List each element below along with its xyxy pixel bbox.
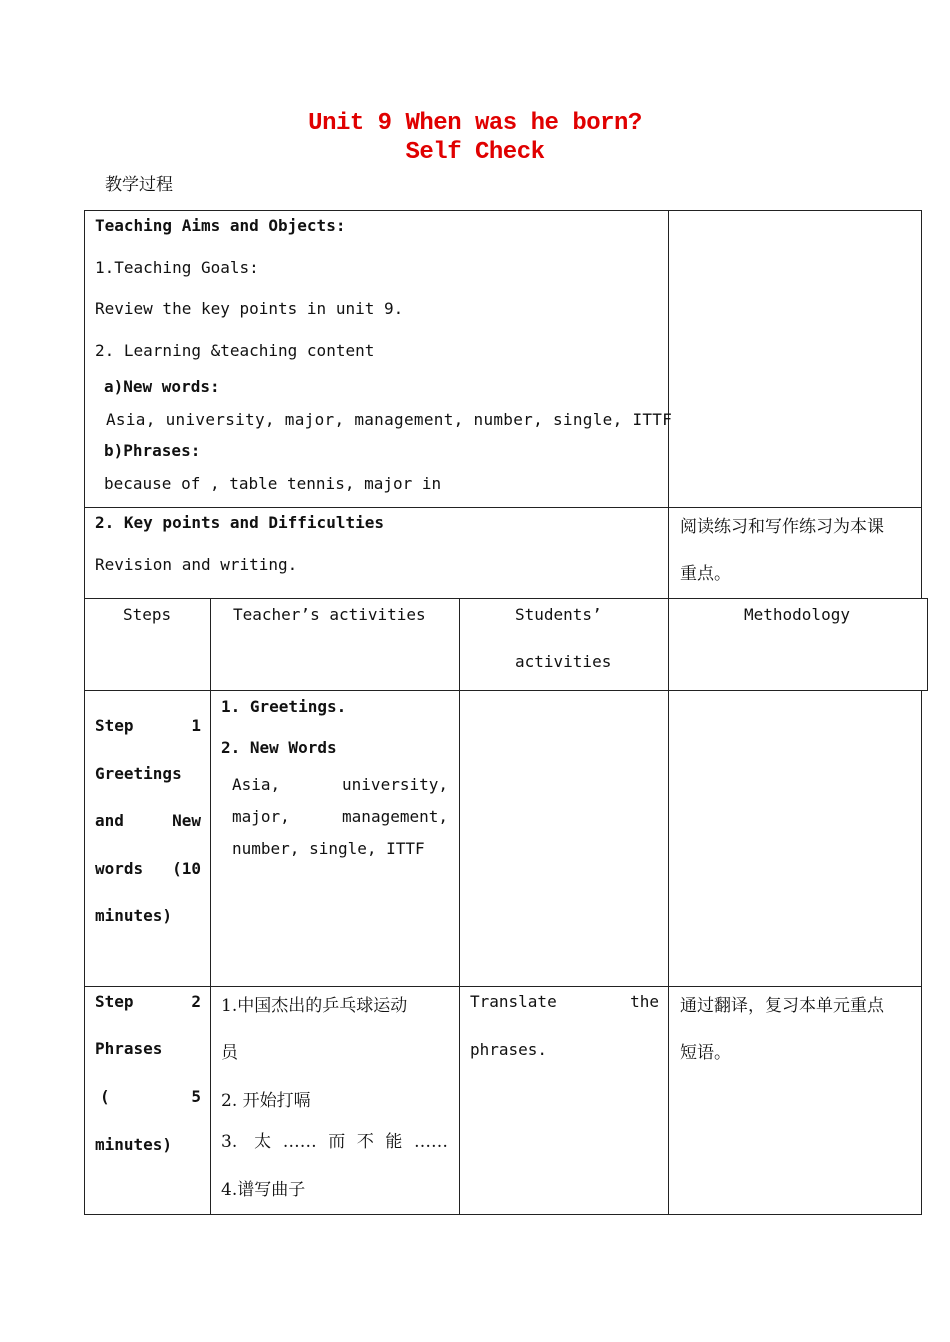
header-teacher: Teacher’s activities — [233, 605, 426, 624]
goals-text: Review the key points in unit 9. — [95, 299, 404, 318]
step2-teacher-line5: 4.谱写曲子 — [221, 1180, 306, 1200]
step2-label-line3: ( 5 — [100, 1087, 201, 1106]
step2-teacher-line2: 员 — [221, 1043, 238, 1063]
aims-heading: Teaching Aims and Objects: — [95, 216, 346, 235]
key-points-text: Revision and writing. — [95, 555, 298, 574]
key-points-note-line1: 阅读练习和写作练习为本课 — [680, 517, 884, 537]
new-words-label: a)New words: — [104, 377, 220, 396]
goals-label: 1.Teaching Goals: — [95, 258, 259, 277]
step2-students-line1: Translate the — [470, 992, 659, 1011]
title-line-1: Unit 9 When was he born? — [308, 110, 642, 137]
step1-words-line3: number, single, ITTF — [232, 839, 425, 858]
step2-method-cell — [668, 986, 922, 1215]
step2-method-line1: 通过翻译，复习本单元重点 — [680, 996, 884, 1016]
step2-students-line2: phrases. — [470, 1040, 548, 1059]
step2-label-line1: Step 2 — [95, 992, 201, 1011]
step2-teacher-line3: 2. 开始打嗝 — [221, 1091, 311, 1111]
step1-label-line5: minutes) — [95, 906, 173, 925]
step1-method-cell — [668, 690, 922, 987]
step2-teacher-line4: 3. 太……而不能…… — [221, 1132, 448, 1152]
step2-students-cell — [459, 986, 669, 1215]
step2-label-line2: Phrases — [95, 1039, 163, 1058]
new-words-list: Asia, university, major, management, number, single, ITTF — [106, 410, 673, 429]
header-students-line2: activities — [515, 652, 612, 671]
aims-note-cell — [668, 210, 922, 508]
step1-label-line4: words (10 — [95, 859, 201, 878]
subheading: 教学过程 — [105, 175, 173, 195]
header-steps: Steps — [123, 605, 172, 624]
phrases-list: because of , table tennis, major in — [104, 474, 442, 493]
title-line-2: Self Check — [405, 139, 545, 166]
step2-label-line4: minutes) — [95, 1135, 173, 1154]
step2-method-line2: 短语。 — [680, 1043, 731, 1063]
step2-teacher-line1: 1.中国杰出的乒乓球运动 — [221, 996, 408, 1016]
step1-words-line1: Asia, university, — [232, 775, 448, 794]
step1-item-greetings: 1. Greetings. — [221, 697, 347, 716]
content-label: 2. Learning &teaching content — [95, 341, 375, 360]
key-points-note-line2: 重点。 — [680, 564, 731, 584]
key-points-heading: 2. Key points and Difficulties — [95, 513, 384, 532]
step1-item-new-words: 2. New Words — [221, 738, 337, 757]
step1-label-line2: Greetings — [95, 764, 182, 783]
step1-students-cell — [459, 690, 669, 987]
phrases-label: b)Phrases: — [104, 441, 201, 460]
header-methodology: Methodology — [744, 605, 850, 624]
header-students-line1: Students’ — [515, 605, 602, 624]
step1-label-line3: and New — [95, 811, 201, 830]
step1-label-line1: Step 1 — [95, 716, 201, 735]
step1-words-line2: major, management, — [232, 807, 448, 826]
